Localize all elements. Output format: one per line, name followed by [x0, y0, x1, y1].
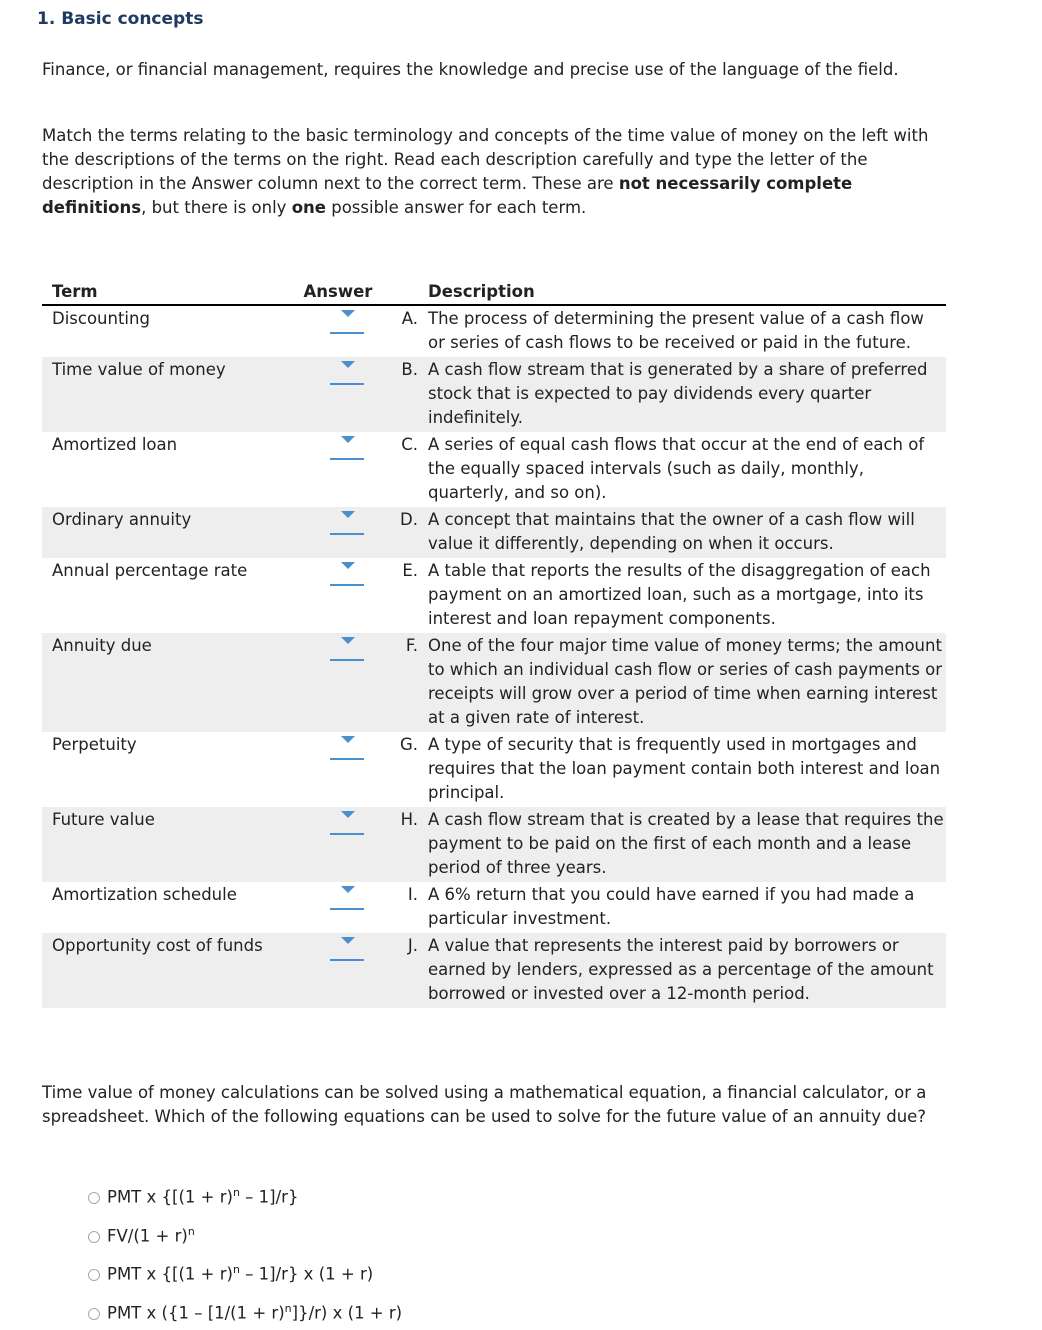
description-cell: One of the four major time value of money terms; the amount to which an individual cash flow or series of cash payments or receipts will grow over a period of time when earning interest at a given rate of interest. — [428, 633, 946, 732]
option-label — [107, 1176, 298, 1215]
answer-cell — [288, 732, 388, 807]
instr-part: Match the terms relating to the basic terminology and concepts of the time value of money on the left with the descriptions of the terms on the right. Read each description carefully and type the letter of the description in the Answer column next to the correct term. These are — [42, 126, 928, 193]
table-row — [42, 558, 946, 633]
answer-cell — [288, 432, 388, 507]
description-cell: A value that represents the interest paid by borrowers or earned by lenders, expressed as a percentage of the amount borrowed or invested over a 12-month period. — [428, 933, 946, 1008]
formula-part: PMT x {[(1 + r) — [107, 1188, 233, 1207]
question-text: Time value of money calculations can be solved using a mathematical equation, a financial calculator, or a spreadsheet. Which of the following equations can be used to solve for the future value of an annuity due? — [42, 1081, 952, 1129]
answer-cell — [288, 507, 388, 558]
description-letter: G. — [388, 732, 428, 807]
option-label — [107, 1292, 402, 1330]
table-row — [42, 933, 946, 1008]
answer-cell — [288, 305, 388, 357]
table-row — [42, 432, 946, 507]
answer-dropdown[interactable] — [330, 633, 364, 661]
answer-dropdown[interactable] — [330, 558, 364, 586]
formula-part: n — [233, 1186, 240, 1199]
term-cell: Opportunity cost of funds — [42, 933, 288, 1008]
description-letter: D. — [388, 507, 428, 558]
table-row — [42, 882, 946, 933]
section-title: 1. Basic concepts — [37, 9, 203, 29]
description-cell: A type of security that is frequently used in mortgages and requires that the loan payment contain both interest and loan principal. — [428, 732, 946, 807]
table-row — [42, 732, 946, 807]
instr-bold: not necessarily complete definitions — [42, 174, 852, 217]
table-row — [42, 357, 946, 432]
answer-option[interactable] — [88, 1215, 402, 1254]
answer-dropdown[interactable] — [330, 357, 364, 385]
answer-options — [88, 1176, 402, 1330]
answer-option[interactable] — [88, 1176, 402, 1215]
answer-dropdown[interactable] — [330, 507, 364, 535]
matching-table — [42, 280, 946, 1008]
instr-bold: one — [292, 198, 326, 217]
answer-cell — [288, 882, 388, 933]
description-letter: J. — [388, 933, 428, 1008]
answer-dropdown[interactable] — [330, 432, 364, 460]
intro-text: Finance, or financial management, requires the knowledge and precise use of the language of the field. — [42, 58, 952, 82]
term-cell: Annuity due — [42, 633, 288, 732]
formula-part: – 1]/r} x (1 + r) — [240, 1265, 373, 1284]
header-answer: Answer — [288, 280, 388, 305]
formula-part: n — [285, 1302, 292, 1315]
term-cell: Discounting — [42, 305, 288, 357]
formula-part: n — [233, 1263, 240, 1276]
answer-cell — [288, 933, 388, 1008]
formula-part: ]}/r) x (1 + r) — [292, 1303, 402, 1322]
term-cell: Future value — [42, 807, 288, 882]
answer-option[interactable] — [88, 1253, 402, 1292]
formula-part: PMT x ({1 – [1/(1 + r) — [107, 1303, 285, 1322]
table-row — [42, 807, 946, 882]
instr-part: , but there is only — [141, 198, 292, 217]
answer-dropdown[interactable] — [330, 882, 364, 910]
answer-cell — [288, 633, 388, 732]
description-cell: A cash flow stream that is generated by a share of preferred stock that is expected to pay dividends every quarter indefinitely. — [428, 357, 946, 432]
answer-cell — [288, 558, 388, 633]
description-cell: The process of determining the present value of a cash flow or series of cash flows to be received or paid in the future. — [428, 305, 946, 357]
header-letter — [388, 280, 428, 305]
description-letter: H. — [388, 807, 428, 882]
description-cell: A 6% return that you could have earned if you had made a particular investment. — [428, 882, 946, 933]
answer-cell — [288, 357, 388, 432]
description-letter: C. — [388, 432, 428, 507]
term-cell: Amortization schedule — [42, 882, 288, 933]
formula-part: FV/(1 + r) — [107, 1226, 188, 1245]
term-cell: Amortized loan — [42, 432, 288, 507]
description-cell: A cash flow stream that is created by a lease that requires the payment to be paid on the first of each month and a lease period of three years. — [428, 807, 946, 882]
description-cell: A series of equal cash flows that occur at the end of each of the equally spaced intervals (such as daily, monthly, quarterly, and so on). — [428, 432, 946, 507]
term-cell: Perpetuity — [42, 732, 288, 807]
answer-dropdown[interactable] — [330, 933, 364, 961]
description-letter: B. — [388, 357, 428, 432]
option-label — [107, 1215, 195, 1254]
instr-part: possible answer for each term. — [326, 198, 586, 217]
table-row — [42, 507, 946, 558]
description-cell: A concept that maintains that the owner of a cash flow will value it differently, depending on when it occurs. — [428, 507, 946, 558]
header-term: Term — [42, 280, 288, 305]
term-cell: Time value of money — [42, 357, 288, 432]
term-cell: Annual percentage rate — [42, 558, 288, 633]
answer-dropdown[interactable] — [330, 306, 364, 334]
radio-button[interactable] — [88, 1231, 100, 1243]
formula-part: n — [188, 1225, 195, 1238]
description-letter: A. — [388, 305, 428, 357]
description-letter: F. — [388, 633, 428, 732]
radio-button[interactable] — [88, 1192, 100, 1204]
answer-cell — [288, 807, 388, 882]
description-letter: I. — [388, 882, 428, 933]
instructions-text — [42, 124, 952, 220]
option-label — [107, 1253, 373, 1292]
header-description: Description — [428, 280, 946, 305]
answer-dropdown[interactable] — [330, 732, 364, 760]
formula-part: PMT x {[(1 + r) — [107, 1265, 233, 1284]
answer-dropdown[interactable] — [330, 807, 364, 835]
description-cell: A table that reports the results of the disaggregation of each payment on an amortized loan, such as a mortgage, into its interest and loan repayment components. — [428, 558, 946, 633]
formula-part: – 1]/r} — [240, 1188, 299, 1207]
table-row — [42, 633, 946, 732]
table-row — [42, 305, 946, 357]
radio-button[interactable] — [88, 1269, 100, 1281]
answer-option[interactable] — [88, 1292, 402, 1330]
description-letter: E. — [388, 558, 428, 633]
term-cell: Ordinary annuity — [42, 507, 288, 558]
radio-button[interactable] — [88, 1308, 100, 1320]
